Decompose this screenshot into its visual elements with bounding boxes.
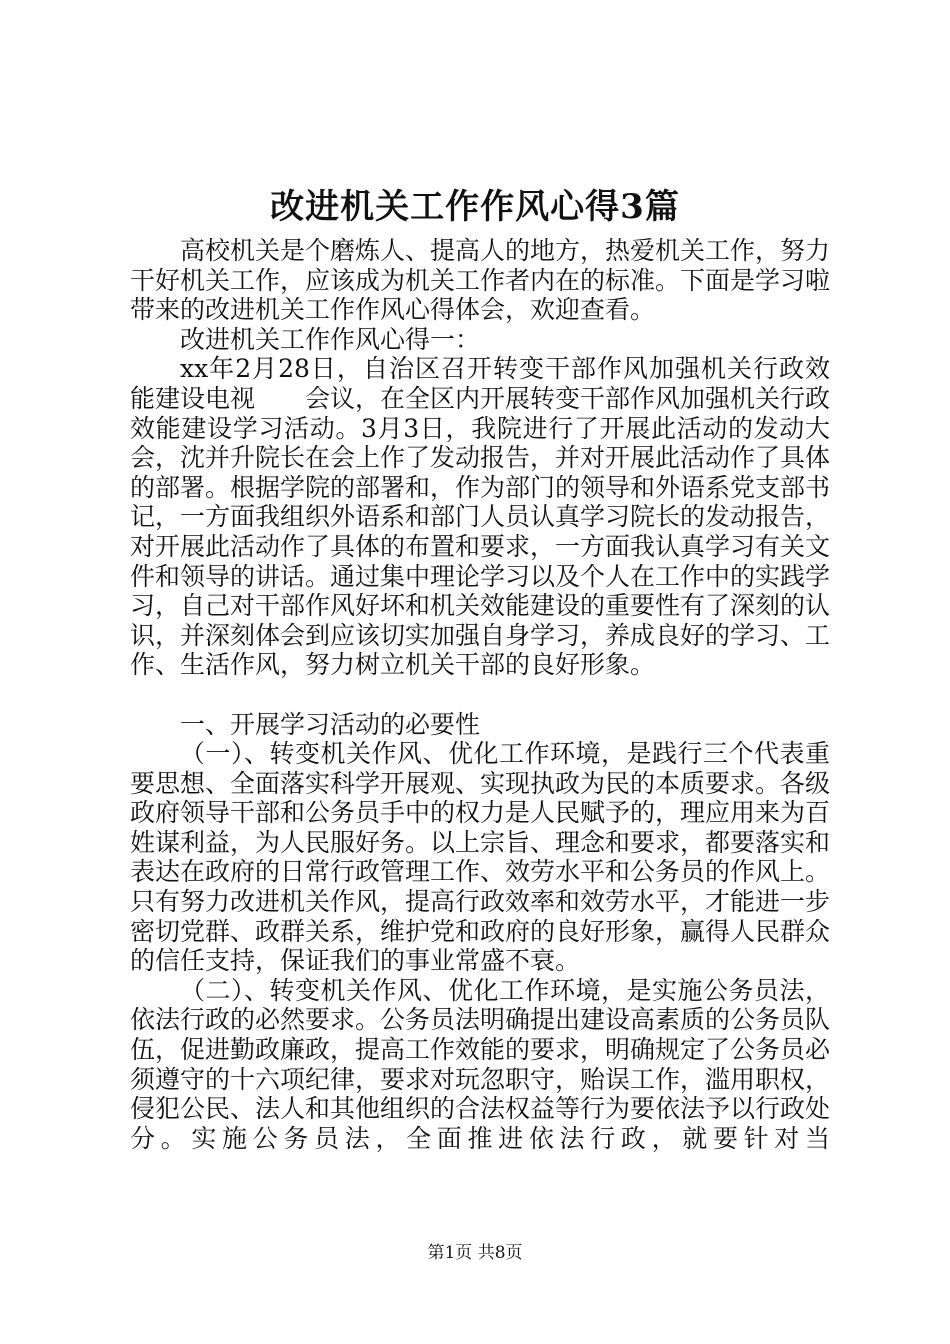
paragraph-gap bbox=[130, 680, 830, 710]
document-title: 改进机关工作作风心得3篇 bbox=[270, 187, 680, 227]
page-footer: 第1页 共8页 bbox=[427, 1243, 523, 1263]
document-body bbox=[130, 236, 830, 1153]
section-heading-one: 改进机关工作作风心得一： bbox=[180, 324, 481, 354]
subheading-necessity: 一、开展学习活动的必要性 bbox=[180, 709, 481, 739]
body-paragraph-two: （一）、转变机关作风、优化工作环境，是践行三个代表重要思想、全面落实科学开展观、实现执政为民的本质要求。各级政府领导干部和公务员手中的权力是人民赋予的，理应用来为百姓谋利益，为人民服好务。以上宗旨、理念和要求，都要落实和表达在政府的日常行政管理工作、效劳水平和公务员的作风上。只有努力改进机关作风，提高行政效率和效劳水平，才能进一步密切党群、政群关系，维护党和政府的良好形象，赢得人民群众的信任支持，保证我们的事业常盛不衰。 bbox=[130, 739, 831, 976]
body-paragraph-one: xx年2月28日，自治区召开转变干部作风加强机关行政效能建设电视 会议，在全区内开展转变干部作风加强机关行政效能建设学习活动。3月3日，我院进行了开展此活动的发动大会，沈并升院长在会上作了发动报告，并对开展此活动作了具体的部署。根据学院的部署和，作为部门的领导和外语系党支部书记，一方面我组织外语系和部门人员认真学习院长的发动报告，对开展此活动作了具体的布置和要求，一方面我认真学习有关文件和领导的讲话。通过集中理论学习以及个人在工作中的实践学习，自己对干部作风好坏和机关效能建设的重要性有了深刻的认识，并深刻体会到应该切实加强自身学习，养成良好的学习、工作、生活作风，努力树立机关干部的良好形象。 bbox=[130, 354, 831, 680]
body-paragraph-three: （二）、转变机关作风、优化工作环境，是实施公务员法，依法行政的必然要求。公务员法明确提出建设高素质的公务员队伍，促进勤政廉政，提高工作效能的要求，明确规定了公务员必须遵守的十六项纪律，要求对玩忽职守，贻误工作，滥用职权，侵犯公民、法人和其他组织的合法权益等行为要依法予以行政处分。实施公务员法，全面推进依法行政，就要针对当 bbox=[130, 975, 831, 1153]
intro-paragraph: 高校机关是个磨炼人、提高人的地方，热爱机关工作，努力干好机关工作，应该成为机关工作者内在的标准。下面是学习啦带来的改进机关工作作风心得体会，欢迎查看。 bbox=[130, 236, 831, 325]
